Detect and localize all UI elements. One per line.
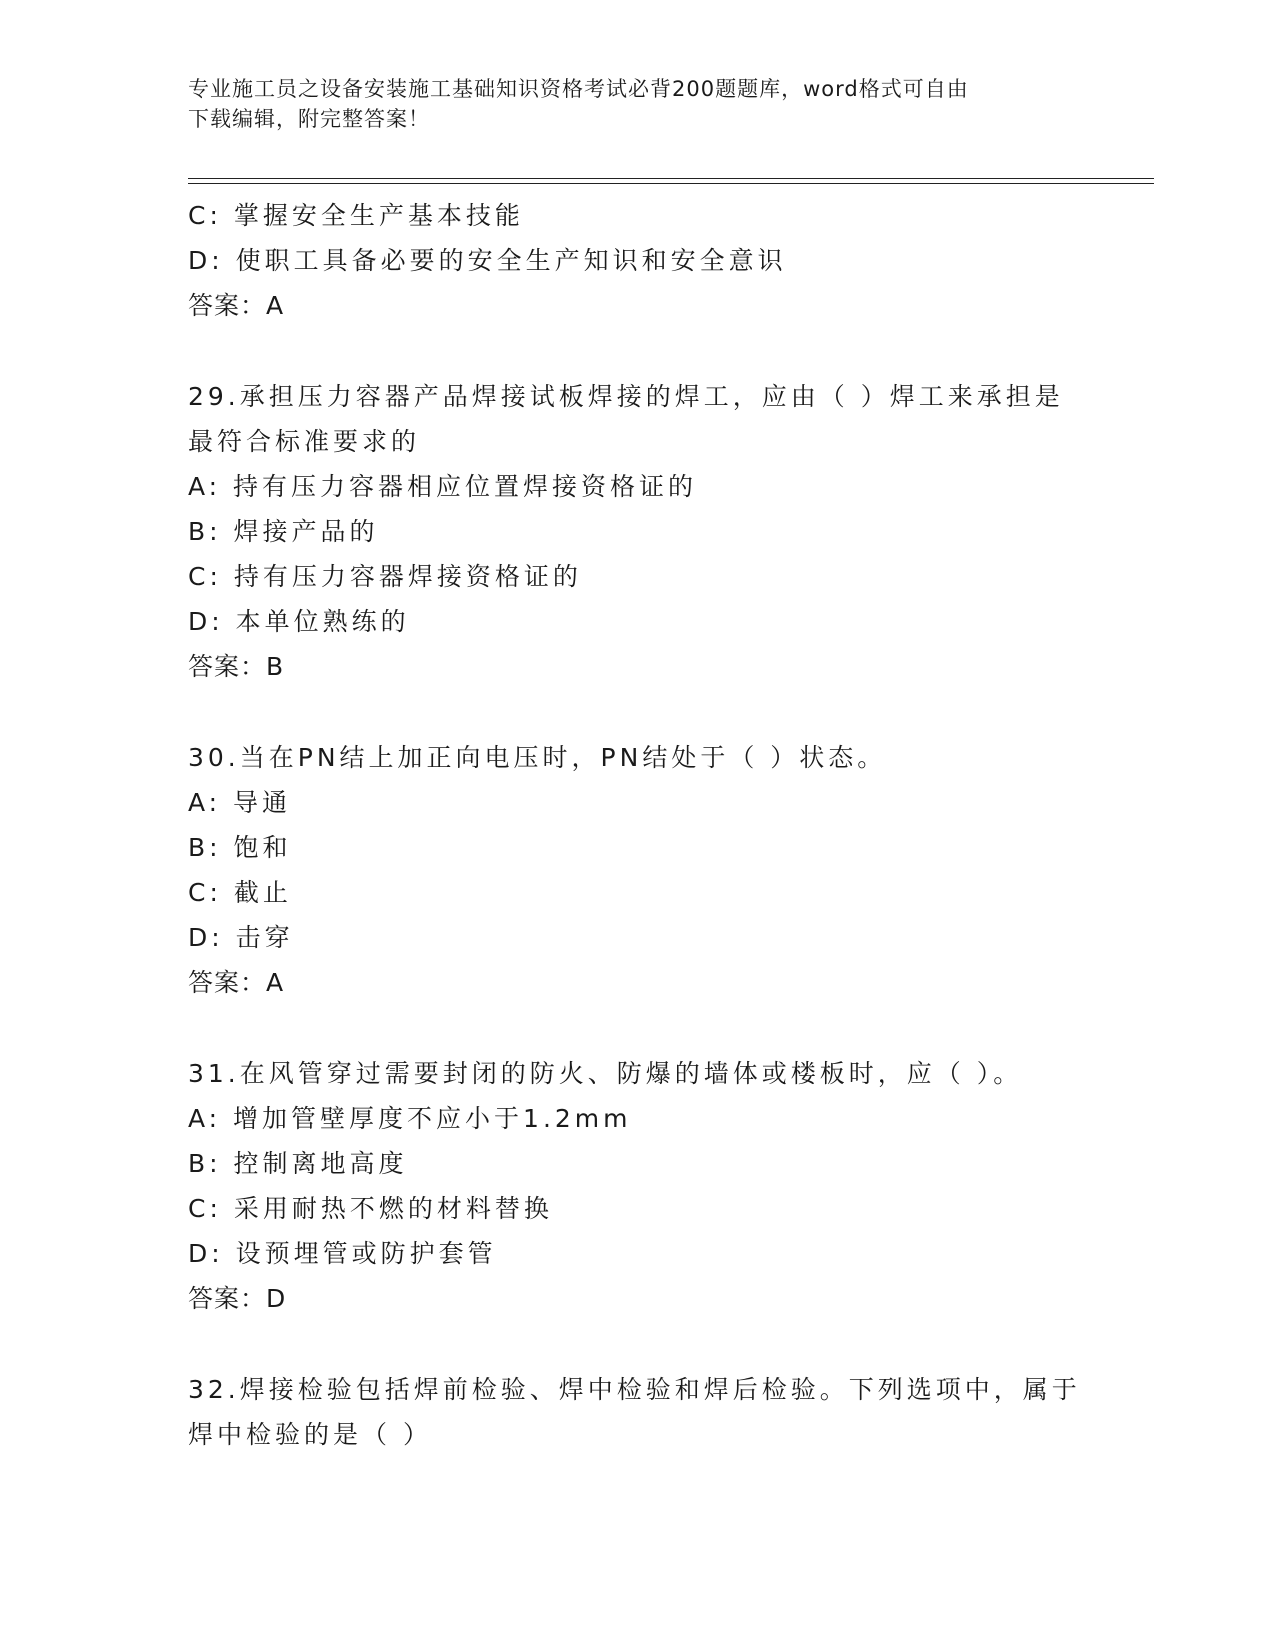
header-title-line-1: 专业施工员之设备安装施工基础知识资格考试必背200题题库，word格式可自由: [188, 77, 969, 101]
question-stem: 30.当在PN结上加正向电压时，PN结处于（ ）状态。: [188, 743, 887, 772]
answer: 答案：D: [188, 1284, 287, 1313]
option-d: D: 本单位熟练的: [188, 607, 410, 636]
question-30: [188, 735, 1088, 1005]
option-b: B: 焊接产品的: [188, 517, 379, 546]
header-title-line-2: 下载编辑，附完整答案！: [188, 107, 430, 131]
question-31: [188, 1051, 1088, 1321]
option-d: D: 使职工具备必要的安全生产知识和安全意识: [188, 246, 787, 275]
option-d: D: 设预埋管或防护套管: [188, 1239, 497, 1268]
spacer: [188, 328, 1088, 374]
question-stem: 29.承担压力容器产品焊接试板焊接的焊工，应由（ ）焊工来承担是: [188, 382, 1064, 411]
option-b: B: 控制离地高度: [188, 1149, 408, 1178]
option-a: A: 持有压力容器相应位置焊接资格证的: [188, 472, 698, 501]
question-stem: 32.焊接检验包括焊前检验、焊中检验和焊后检验。下列选项中，属于: [188, 1375, 1081, 1404]
question-stem-continued: 焊中检验的是（ ）: [188, 1420, 432, 1449]
option-d: D: 击穿: [188, 923, 294, 952]
option-a: A: 增加管壁厚度不应小于1.2mm: [188, 1104, 632, 1133]
document-header: [188, 74, 1068, 134]
answer: 答案：B: [188, 652, 285, 681]
question-28-continuation: [188, 193, 1088, 328]
option-c: C: 采用耐热不燃的材料替换: [188, 1194, 553, 1223]
question-stem-continued: 最符合标准要求的: [188, 427, 421, 456]
spacer: [188, 1321, 1088, 1367]
spacer: [188, 1005, 1088, 1051]
answer: 答案：A: [188, 291, 285, 320]
answer: 答案：A: [188, 968, 285, 997]
question-32: [188, 1367, 1088, 1457]
question-29: [188, 374, 1088, 689]
option-c: C: 掌握安全生产基本技能: [188, 201, 524, 230]
option-c: C: 截止: [188, 878, 292, 907]
spacer: [188, 689, 1088, 735]
option-b: B: 饱和: [188, 833, 292, 862]
header-divider: [188, 178, 1154, 184]
question-stem: 31.在风管穿过需要封闭的防火、防爆的墙体或楼板时，应（ ）。: [188, 1059, 1023, 1088]
option-a: A: 导通: [188, 788, 292, 817]
option-c: C: 持有压力容器焊接资格证的: [188, 562, 582, 591]
question-list: [188, 193, 1088, 1457]
